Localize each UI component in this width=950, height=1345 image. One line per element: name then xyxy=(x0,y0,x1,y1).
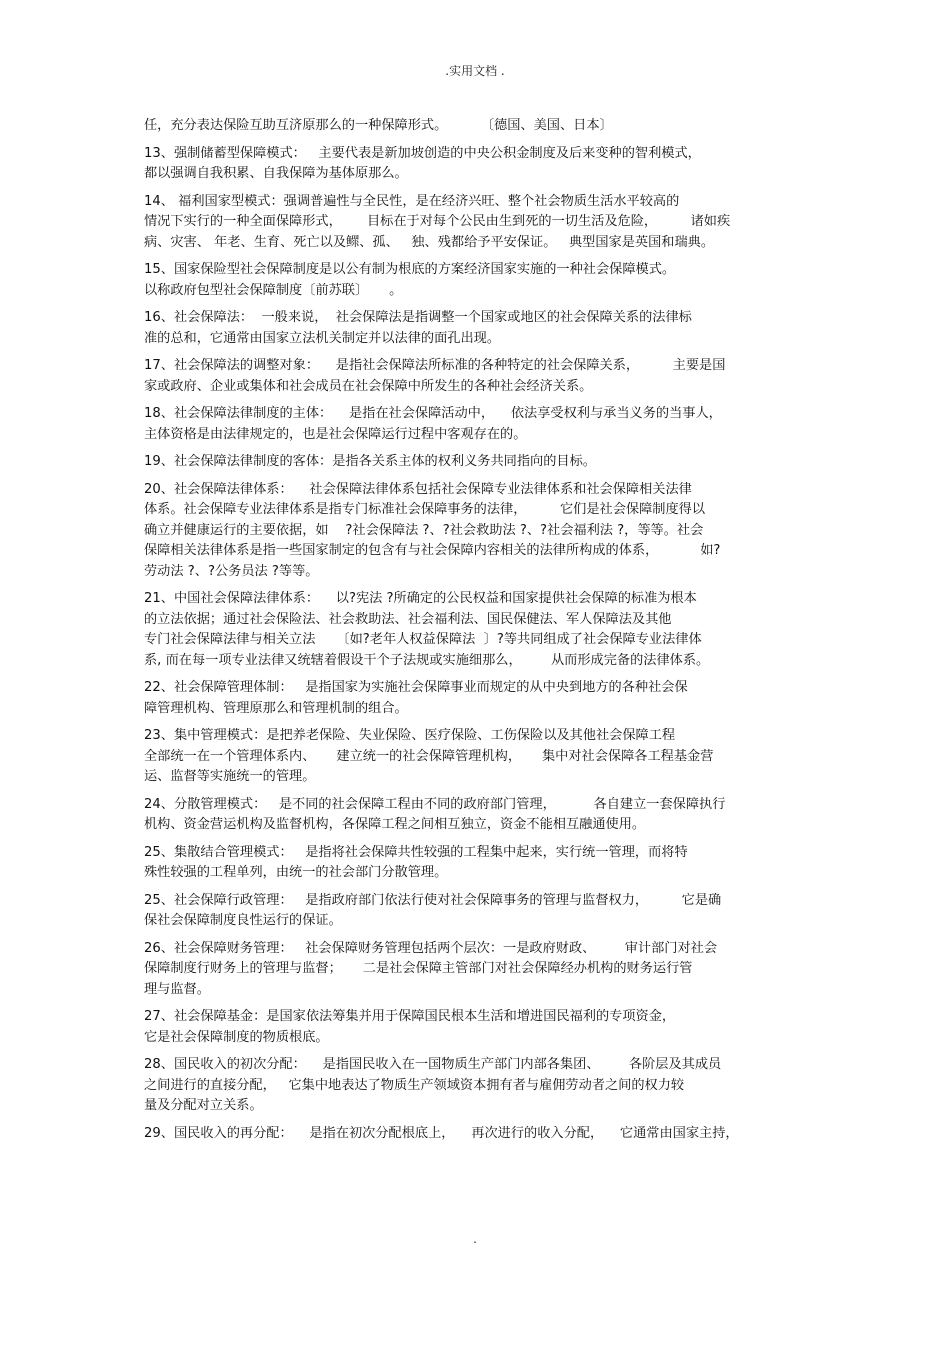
text-line: 机构、资金营运机构及监督机构，各保障工程之间相互独立，资金不能相互融通使用。 xyxy=(144,817,646,832)
paragraph xyxy=(144,589,814,671)
page-footer: . xyxy=(473,1232,477,1246)
paragraph xyxy=(144,678,814,719)
text-line: 13、强制储蓄型保障模式： 主要代表是新加坡创造的中央公积金制度及后来变种的智利模式， xyxy=(144,145,701,161)
text-line: 以称政府包型社会保障制度〔前苏联〕 。 xyxy=(144,282,403,298)
text-line: 18、社会保障法律制度的主体： 是指在社会保障活动中， 依法享受权利与承当义务的当事人， xyxy=(144,406,722,421)
paragraph xyxy=(144,192,814,254)
text-line: 量及分配对立关系。 xyxy=(144,1098,263,1113)
paragraph xyxy=(144,260,814,301)
paragraph xyxy=(144,726,814,788)
text-line: 它是社会保障制度的物质根底。 xyxy=(144,1029,329,1045)
text-line: 20、社会保障法律体系： 社会保障法律体系包括社会保障专业法律体系和社会保障相关法律 xyxy=(144,481,692,497)
text-line: 21、中国社会保障法律体系： 以?宪法 ?所确定的公民权益和国家提供社会保障的标准为根本 xyxy=(144,591,697,606)
text-line: 体系。社会保障专业法律体系是指专门标准社会保障事务的法律， 它们是社会保障制度得以 xyxy=(144,502,706,517)
text-line: 23、集中管理模式：是把养老保险、失业保险、医疗保险、工伤保险以及其他社会保障工程 xyxy=(144,728,676,743)
text-line: 主体资格是由法律规定的，也是社会保障运行过程中客观存在的。 xyxy=(144,426,527,442)
text-line: 16、社会保障法： 一般来说， 社会保障法是指调整一个国家或地区的社会保障关系的法律标 xyxy=(144,310,692,325)
paragraph xyxy=(144,308,814,349)
paragraph xyxy=(144,939,814,1001)
text-line: 任，充分表达保险互助互济原那么的一种保障形式。 〔德国、美国、日本〕 xyxy=(144,118,613,133)
paragraph xyxy=(144,144,814,185)
text-line: 29、国民收入的再分配： 是指在初次分配根底上， 再次进行的收入分配， 它通常由国家主持， xyxy=(144,1125,739,1141)
paragraph xyxy=(144,795,814,836)
text-line: 理与监督。 xyxy=(144,981,210,997)
text-line: 之间进行的直接分配， 它集中地表达了物质生产领域资本拥有者与雇佣劳动者之间的权力较 xyxy=(144,1077,685,1093)
text-line: 全部统一在一个管理体系内、 建立统一的社会保障管理机构， 集中对社会保障各工程基金营 xyxy=(144,748,714,764)
text-line: 26、社会保障财务管理： 社会保障财务管理包括两个层次：一是政府财政、 审计部门对社会 xyxy=(144,940,718,956)
text-line: 17、社会保障法的调整对象： 是指社会保障法所标准的各种特定的社会保障关系， 主要是国 xyxy=(144,358,726,373)
paragraph xyxy=(144,116,814,137)
paragraph xyxy=(144,843,814,884)
text-line: 24、分散管理模式： 是不同的社会保障工程由不同的政府部门管理， 各自建立一套保障执行 xyxy=(144,796,726,812)
text-line: 运、监督等实施统一的管理。 xyxy=(144,769,316,784)
text-line: 19、社会保障法律制度的客体：是指各关系主体的权利义务共同指向的目标。 xyxy=(144,454,596,469)
document-body xyxy=(144,116,814,1151)
paragraph xyxy=(144,1007,814,1048)
text-line: 保障制度行财务上的管理与监督； 二是社会保障主管部门对社会保障经办机构的财务运行管 xyxy=(144,961,693,976)
paragraph xyxy=(144,356,814,397)
text-line: 的立法依据；通过社会保险法、社会救助法、社会福利法、国民保健法、军人保障法及其他 xyxy=(144,611,672,627)
text-line: 专门社会保障法律与相关立法 〔如?老年人权益保障法 〕?等共同组成了社会保障专业法律体 xyxy=(144,632,702,647)
paragraph xyxy=(144,1055,814,1117)
paragraph xyxy=(144,891,814,932)
text-line: 情况下实行的一种全面保障形式， 目标在于对每个公民由生到死的一切生活及危险， 诸如疾 xyxy=(144,214,731,229)
text-line: 28、国民收入的初次分配： 是指国民收入在一国物质生产部门内部各集团、 各阶层及其成员 xyxy=(144,1057,722,1072)
text-line: 殊性较强的工程单列，由统一的社会部门分散管理。 xyxy=(144,865,448,880)
text-line: 家或政府、企业或集体和社会成员在社会保障中所发生的各种社会经济关系。 xyxy=(144,378,593,394)
text-line: 系, 而在每一项专业法律又统辖着假设干个子法规或实施细那么， 从而形成完备的法律体系。 xyxy=(144,652,710,668)
paragraph xyxy=(144,1124,814,1145)
text-line: 22、社会保障管理体制： 是指国家为实施社会保障事业而规定的从中央到地方的各种社会保 xyxy=(144,680,688,695)
text-line: 病、灾害、 年老、生育、死亡以及鳏、孤、 独、残都给予平安保证。 典型国家是英国和瑞典。 xyxy=(144,234,715,250)
text-line: 障管理机构、管理原那么和管理机制的组合。 xyxy=(144,700,408,716)
text-line: 27、社会保障基金：是国家依法筹集并用于保障国民根本生活和增进国民福利的专项资金， xyxy=(144,1009,676,1024)
text-line: 确立并健康运行的主要依据，如 ?社会保障法 ?、?社会救助法 ?、?社会福利法 ?，等等。社会 xyxy=(144,522,704,538)
text-line: 保社会保障制度良性运行的保证。 xyxy=(144,913,342,928)
text-line: 保障相关法律体系是指一些国家制定的包含有与社会保障内容相关的法律所构成的体系， 如? xyxy=(144,543,721,558)
text-line: 劳动法 ?、?公务员法 ?等等。 xyxy=(144,563,319,579)
text-line: 25、社会保障行政管理： 是指政府部门依法行使对社会保障事务的管理与监督权力， 它是确 xyxy=(144,892,722,908)
text-line: 15、国家保险型社会保障制度是以公有制为根底的方案经济国家实施的一种社会保障模式。 xyxy=(144,262,676,277)
text-line: 25、集散结合管理模式： 是指将社会保障共性较强的工程集中起来，实行统一管理，而将特 xyxy=(144,844,688,860)
text-line: 都以强调自我积累、自我保障为基体原那么。 xyxy=(144,166,408,181)
page-header: .实用文档 . xyxy=(445,64,505,78)
paragraph xyxy=(144,452,814,473)
paragraph xyxy=(144,480,814,583)
text-line: 14、 福利国家型模式：强调普遍性与全民性，是在经济兴旺、整个社会物质生活水平较高的 xyxy=(144,193,680,209)
text-line: 准的总和，它通常由国家立法机关制定并以法律的面孔出现。 xyxy=(144,330,501,346)
paragraph xyxy=(144,404,814,445)
